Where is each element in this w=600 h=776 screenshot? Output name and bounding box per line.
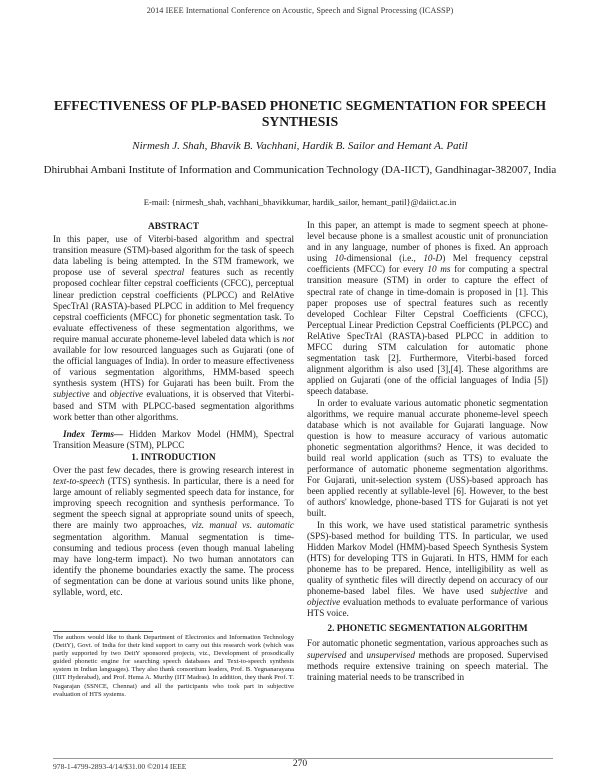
email-line: E-mail: {nirmesh_shah, vachhani_bhavikkumar, hardik_sailor, hemant_patil}@daiict.ac.in — [143, 197, 457, 207]
right-text-4a: For automatic phonetic segmentation, various approaches such as — [307, 638, 548, 649]
right-paragraph-1 — [307, 220, 548, 398]
intro-em-tts: text-to-speech — [53, 476, 105, 487]
abstract-em-not: not — [282, 333, 294, 344]
right-em-10d: 10-D — [423, 253, 443, 264]
section-2-heading: 2. PHONETIC SEGMENTATION ALGORITHM — [327, 624, 528, 635]
right-and-1: and — [534, 586, 549, 597]
right-text-1c: ) Mel frequency cepstral coefficients (MFCC) for every — [307, 253, 548, 275]
abstract-text-2: features such as recently proposed cochlear filter cepstral coefficients (CFCC), perceptual linear prediction cepstral coefficients (PLPCC) and RelAtive SpecTrAl (RASTA)-based PLPCC in addition to Mel frequency cepstral coefficients (MFCC) for phonetic segmentation task. To evaluate effectiveness of these segmentation algorithms, we require manual accurate phoneme-level labeled data which is — [53, 267, 295, 344]
right-em-objective: objective — [307, 597, 341, 608]
abstract-paragraph — [53, 234, 294, 423]
abstract-em-objective: objective — [109, 389, 143, 400]
left-column — [53, 220, 294, 598]
intro-text-3: segmentation algorithm. Manual segmentation is time-consuming and tedious process (even though manual labeling may have long-term impact). No two human annotators can identify the phoneme boundaries exactly the same. The process of segmentation can be done at various sound units like phone, syllable, word, etc. — [53, 531, 294, 597]
right-and-2: and — [349, 649, 364, 660]
index-terms-text: Hidden Markov Model (HMM), Spectral Transition Measure (STM), PLPCC — [53, 428, 295, 450]
intro-em-manual-automatic: manual vs. automatic — [209, 520, 295, 531]
right-em-subjective: subjective — [490, 586, 528, 597]
right-paragraph-4 — [307, 638, 548, 682]
intro-em-viz: viz. — [191, 520, 205, 531]
paper-title: EFFECTIVENESS OF PLP-BASED PHONETIC SEGMENTATION FOR SPEECH SYNTHESIS — [53, 98, 547, 129]
intro-text-1: Over the past few decades, there is growing research interest in — [53, 464, 294, 475]
right-text-1d: for computing a spectral transition measure (STM) in order to capture the effect of spectral rate of change in time-domain is proposed in [1]. This paper proposes use of spectral features such as recently developed Cochlear Filter Cepstral Coefficients (CFCC), Perceptual Linear Prediction Cepstral Coefficients (PLPCC) and RelAtive SpecTrAl (RASTA)-based PLPCC in addition to MFCC during STM calculation for automatic phone segmentation task [2]. Furthermore, Viterbi-based forced alignment algorithm is also used [3],[4]. These algorithms are applied on Gujarati (one of the official languages of India [5]) speech database. — [307, 264, 548, 397]
index-terms-label: Index Terms— — [63, 428, 124, 439]
footnote-rule — [53, 631, 153, 632]
isbn-line: 978-1-4799-2893-4/14/$31.00 ©2014 IEEE — [53, 762, 187, 771]
footnote: The authors would like to thank Department of Electronics and Information Technology (DeitY), Govt. of India for their kind support to carry out this research work (which was partly supported by two DeitY sponsored projects, viz., Development of prosodically guided phonetic engine for searching speech databases and Text-to-speech synthesis system in Indian languages). They also thank consortium leaders, Prof. B. Yegnanarayana (IIIT Hyderabad), and Prof. Hema A. Murthy (IIT Madras). In addition, they thank Prof. T. Nagarajan (SSNCE, Chennai) and all the participants who took part in subjective evaluation of HTS systems. — [53, 634, 294, 698]
right-text-3b: evaluation methods to evaluate performance of various HTS voice. — [307, 597, 548, 619]
right-em-10ms: 10 ms — [427, 264, 451, 275]
intro-heading: 1. INTRODUCTION — [131, 452, 216, 463]
abstract-and: and — [93, 389, 107, 400]
abstract-em-spectral: spectral — [154, 267, 185, 278]
right-text-4b: methods are proposed. Supervised methods require extensive training on speech material. The training material needs to be transcribed in — [307, 649, 549, 682]
intro-paragraph — [53, 465, 294, 598]
index-terms — [53, 429, 294, 451]
right-text-3a: In this work, we have used statistical parametric synthesis (SPS)-based method for building TTS. In particular, we used Hidden Markov Model (HMM)-based Speech Synthesis System (HTS) for developing TTS in Gujarati. In HTS, HMM for each phoneme has to be prepared. Hence, intelligibility as well as quality of synthetic files will directly depend on accuracy of our phoneme-based label files. We have used — [307, 519, 548, 597]
abstract-heading: ABSTRACT — [147, 222, 200, 232]
right-text-1b: -dimensional (i.e., — [343, 253, 416, 264]
right-text-1a: In this paper, an attempt is made to segment speech at phone-level because phone is a smallest acoustic unit of pronunciation and in any language, number of phones is fixed. An approach using — [307, 220, 548, 264]
abstract-text-3: available for low resourced languages such as Gujarati (one of the official languages of India). In order to measure effectiveness of various segmentation algorithms, HMM-based speech synthesis system (HTS) for Gujarati has been built. From the — [53, 345, 294, 389]
right-em-supervised: supervised — [307, 649, 347, 660]
right-em-unsupervised: unsupervised — [366, 649, 415, 660]
abstract-text-4: evaluations, it is observed that Viterbi-based and STM with PLPCC-based segmentation algorithms work better than other algorithms. — [53, 389, 295, 422]
intro-text-2: (TTS) synthesis. In particular, there is a need for large amount of reliably segmented speech data for instance, for improving speech recognition and synthesis performance. To segment the speech signal at appropriate sound units of speech, there are mainly two approaches, — [53, 476, 295, 531]
conference-header: 2014 IEEE International Conference on Acoustic, Speech and Signal Processing (ICASSP) — [146, 6, 454, 15]
page-number: 270 — [292, 759, 308, 769]
right-paragraph-3 — [307, 520, 548, 620]
author-list: Nirmesh J. Shah, Bhavik B. Vachhani, Hardik B. Sailor and Hemant A. Patil — [132, 140, 468, 152]
right-column — [307, 220, 548, 683]
right-em-10: 10 — [334, 253, 344, 264]
abstract-em-subjective: subjective — [53, 389, 90, 400]
affiliation: Dhirubhai Ambani Institute of Information and Communication Technology (DA-IICT), Gandhinagar-382007, India — [43, 164, 557, 176]
abstract-text-1: In this paper, use of Viterbi-based algorithm and spectral transition measure (STM)-based algorithm for the task of speech data labeling is being attempted. In the STM framework, we propose use of several — [53, 234, 294, 278]
right-paragraph-2: In order to evaluate various automatic phonetic segmentation algorithms, we require manual accurate phoneme-level speech database which is not available for Gujarati language. Now question is how to measure accuracy of various automatic phonetic segmentation algorithms? Hence, it was decided to build real world application (such as TTS) to evaluate the performance of automatic phoneme segmentation algorithms. For Gujarati, unit-selection system (USS)-based approach has been applied recently at syllable-level [6]. However, to the best of authors' knowledge, phone-based TTS for Gujarati is not yet built. — [307, 397, 548, 519]
